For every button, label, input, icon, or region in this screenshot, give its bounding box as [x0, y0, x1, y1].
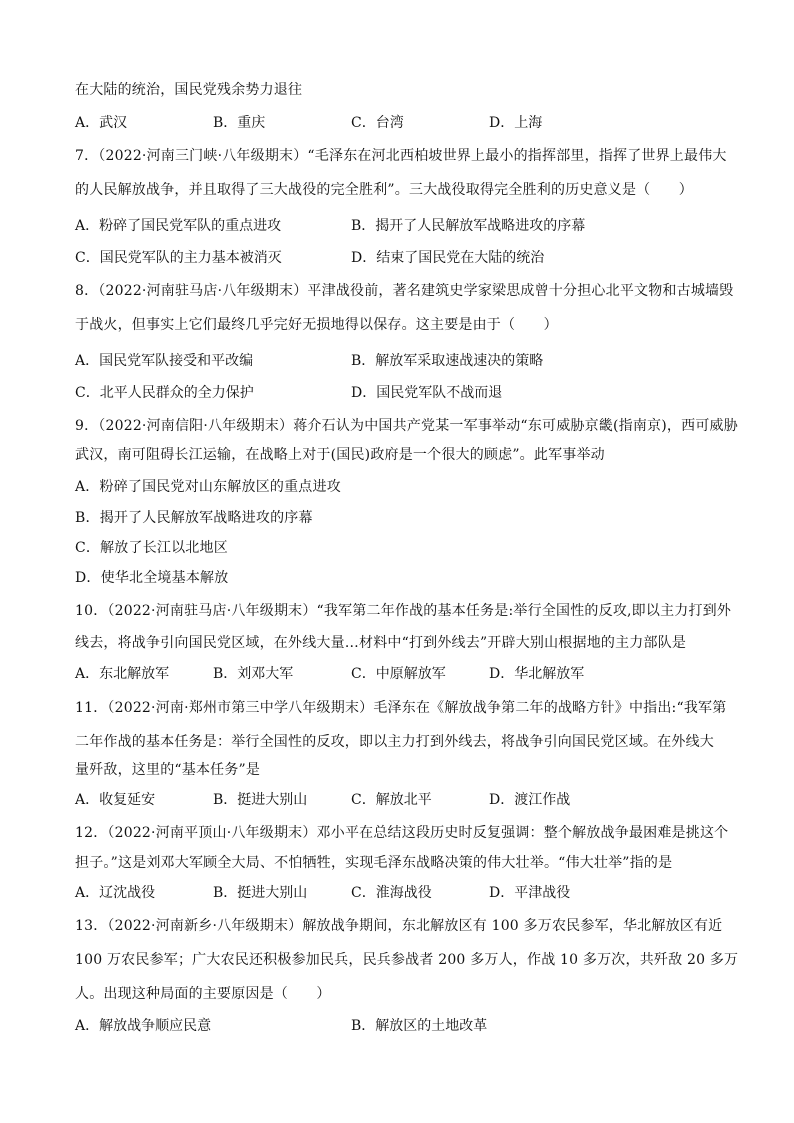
question-12-stem: 12．（2022·河南平顶山·八年级期末）邓小平在总结这段历史时反复强调：整个解放战争最困难是挑这个 — [75, 825, 729, 841]
question-10-stem: 10．（2022·河南驻马店·八年级期末）“我军第二年作战的基本任务是:举行全国性的反攻,即以主力打到外 — [75, 603, 732, 619]
question-7-stem: 7．（2022·河南三门峡·八年级期末）“毛泽东在河北西柏坡世界上最小的指挥部里，指挥了世界上最伟大 — [75, 148, 727, 164]
option-a: A．武汉 — [75, 115, 128, 131]
question-11-stem-cont: 二年作战的基本任务是：举行全国性的反攻，即以主力打到外线去，将战争引向国民党区域。在外线大 — [75, 734, 714, 750]
option-b: B．刘邓大军 — [213, 666, 294, 682]
option-c: C．淮海战役 — [351, 885, 432, 901]
q9-option-a: A．粉碎了国民党对山东解放区的重点进攻 — [75, 479, 341, 495]
q8-options-row1 — [75, 351, 725, 371]
option-a: A．东北解放军 — [75, 666, 170, 682]
option-d: D．上海 — [489, 115, 543, 131]
option-b: B．挺进大别山 — [213, 792, 308, 808]
question-9-stem: 9．（2022·河南信阳·八年级期末）蒋介石认为中国共产党某一军事举动“东可威胁京畿(指南京)，西可威胁 — [75, 418, 738, 434]
question-8-stem-cont: 于战火，但事实上它们最终几乎完好无损地得以保存。这主要是由于（ ） — [75, 317, 558, 333]
option-b: B．解放区的土地改革 — [351, 1018, 488, 1034]
q9-option-d: D．使华北全境基本解放 — [75, 570, 229, 586]
q11-options — [75, 790, 725, 810]
option-c: C．国民党军队的主力基本被消灭 — [75, 250, 282, 266]
question-8-stem: 8．（2022·河南驻马店·八年级期末）平津战役前，著名建筑史学家梁思成曾十分担心北平文物和古城墙毁 — [75, 283, 734, 299]
question-12-stem-cont: 担子。”这是刘邓大军顾全大局、不怕牺牲，实现毛泽东战略决策的伟大壮举。“伟大壮举”指的是 — [75, 855, 673, 871]
option-d: D．结束了国民党在大陆的统治 — [351, 250, 545, 266]
option-c: C．北平人民群众的全力保护 — [75, 385, 254, 401]
q6-options — [75, 113, 725, 133]
option-a: A．粉碎了国民党军队的重点进攻 — [75, 218, 282, 234]
option-d: D．渡江作战 — [489, 792, 571, 808]
question-10-stem-cont: 线去，将战争引向国民党区域，在外线大量…材料中“打到外线去”开辟大别山根据地的主力部队是 — [75, 635, 687, 651]
option-a: A．解放战争顺应民意 — [75, 1018, 212, 1034]
option-b: B．揭开了人民解放军战略进攻的序幕 — [351, 218, 586, 234]
question-13-stem-cont: 100 万农民参军；广大农民还积极参加民兵，民兵参战者 200 多万人，作战 10 多万次，共歼敌 20 多万 — [75, 952, 739, 968]
option-c: C．解放北平 — [351, 792, 432, 808]
option-c: C．中原解放军 — [351, 666, 446, 682]
q7-options-row2 — [75, 248, 725, 268]
text-line: 在大陆的统治，国民党残余势力退往 — [75, 82, 303, 98]
option-a: A．辽沈战役 — [75, 885, 156, 901]
q12-options — [75, 883, 725, 903]
option-b: B．重庆 — [213, 115, 266, 131]
q9-option-c: C．解放了长江以北地区 — [75, 540, 228, 556]
q7-options-row1 — [75, 216, 725, 236]
question-11-stem-cont: 量歼敌，这里的“基本任务”是 — [75, 762, 261, 778]
option-d: D．华北解放军 — [489, 666, 585, 682]
option-a: A．收复延安 — [75, 792, 156, 808]
q9-option-b: B．揭开了人民解放军战略进攻的序幕 — [75, 510, 313, 526]
option-a: A．国民党军队接受和平改编 — [75, 353, 254, 369]
option-d: D．平津战役 — [489, 885, 571, 901]
q8-options-row2 — [75, 383, 725, 403]
q10-options — [75, 664, 725, 684]
question-11-stem: 11．（2022·河南·郑州市第三中学八年级期末）毛泽东在《解放战争第二年的战略方针》中指出:“我军第 — [75, 700, 727, 716]
option-b: B．解放军采取速战速决的策略 — [351, 353, 544, 369]
q13-options — [75, 1016, 725, 1036]
question-7-stem-cont: 的人民解放战争，并且取得了三大战役的完全胜利”。三大战役取得完全胜利的历史意义是（ ） — [75, 182, 693, 198]
question-9-stem-cont: 武汉，南可阻碍长江运输，在战略上对于(国民)政府是一个很大的顾虑”。此军事举动 — [75, 447, 605, 463]
option-d: D．国民党军队不战而退 — [351, 385, 503, 401]
question-13-stem-cont: 人。出现这种局面的主要原因是（ ） — [75, 986, 331, 1002]
option-c: C．台湾 — [351, 115, 404, 131]
question-13-stem: 13．（2022·河南新乡·八年级期末）解放战争期间，东北解放区有 100 多万农民参军，华北解放区有近 — [75, 918, 723, 934]
option-b: B．挺进大别山 — [213, 885, 308, 901]
